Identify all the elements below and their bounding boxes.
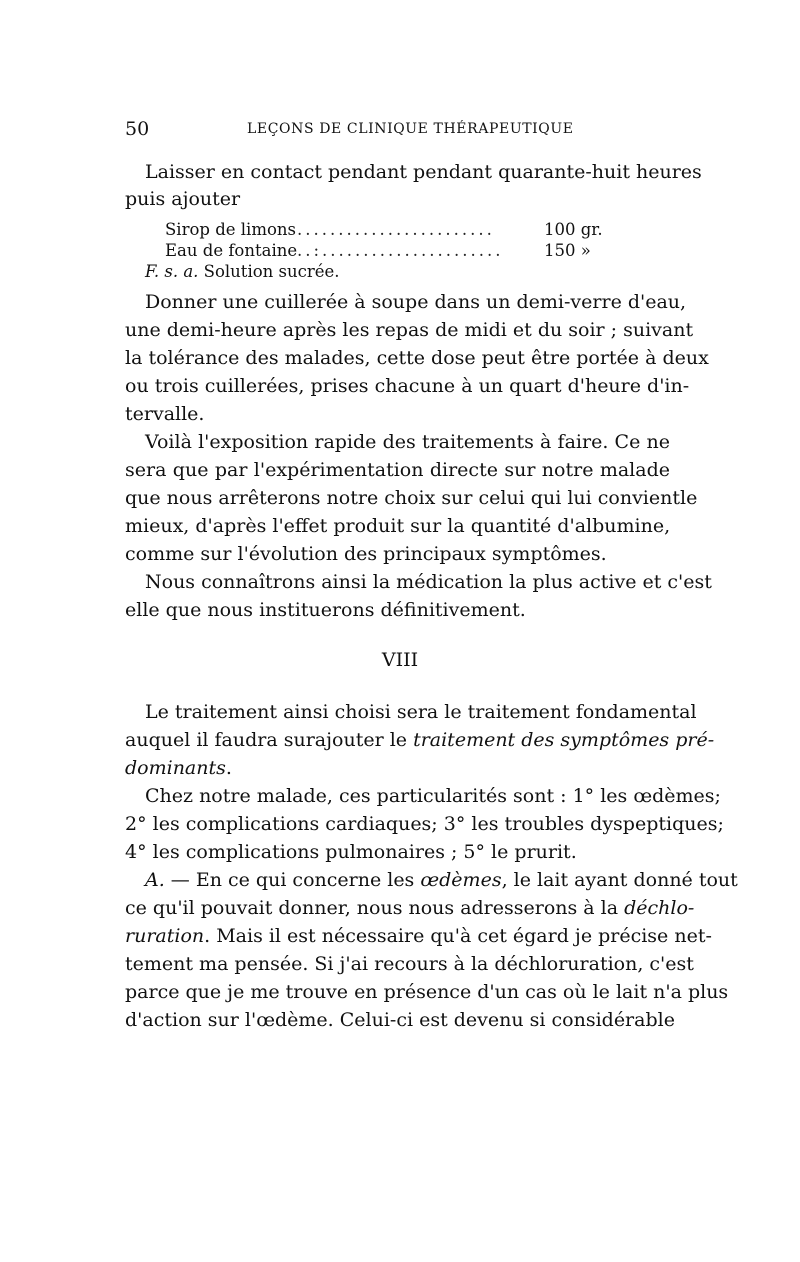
para2-line-4: mieux, d'après l'effet produit sur la quantité d'albumine, bbox=[125, 515, 671, 537]
para5-line-3: 4° les complications pulmonaires ; 5° le prurit. bbox=[125, 841, 577, 863]
para6-line-5: parce que je me trouve en présence d'un cas où le lait n'a plus bbox=[125, 981, 729, 1003]
para4-period: . bbox=[225, 757, 232, 779]
para1-line-5: tervalle. bbox=[125, 403, 205, 425]
recipe-item-1-qty: 100 gr. bbox=[544, 220, 603, 239]
para4-line-3 bbox=[125, 756, 232, 780]
para6-line-2-text: ce qu'il pouvait donner, nous nous adresserons à la bbox=[125, 897, 625, 919]
para4-line-1: Le traitement ainsi choisi sera le traitement fondamental bbox=[145, 701, 697, 723]
recipe-item-2-qty: 150 » bbox=[544, 241, 591, 260]
section-heading: VIII bbox=[381, 649, 419, 671]
para1-line-4: ou trois cuillerées, prises chacune à un quart d'heure d'in- bbox=[125, 375, 690, 397]
page-number: 50 bbox=[125, 118, 150, 140]
para6-line-2 bbox=[125, 896, 695, 920]
fsa-text: Solution sucrée. bbox=[198, 262, 340, 281]
para6-text-b: , le lait ayant donné tout bbox=[501, 869, 738, 891]
para5-line-2: 2° les complications cardiaques; 3° les troubles dyspeptiques; bbox=[125, 813, 724, 835]
para6-emphasis-ruration: ruration bbox=[125, 925, 205, 947]
para6-line-1 bbox=[145, 868, 738, 892]
intro-line-2: puis ajouter bbox=[125, 188, 241, 210]
para4-line-2-text: auquel il faudra surajouter le bbox=[125, 729, 414, 751]
intro-line-1: Laisser en contact pendant pendant quarante-huit heures bbox=[145, 161, 702, 183]
para6-emphasis-dechlo: déchlo- bbox=[624, 897, 695, 919]
recipe-item-2-name: Eau de fontaine bbox=[165, 241, 298, 260]
fsa-abbreviation: F. s. a. bbox=[145, 262, 199, 281]
recipe-item-1-leader: ........................ bbox=[297, 220, 495, 239]
para2-line-2: sera que par l'expérimentation directe sur notre malade bbox=[125, 459, 670, 481]
para6-line-3 bbox=[125, 924, 712, 948]
para6-letter: A. bbox=[145, 869, 165, 891]
para3-line-1: Nous connaîtrons ainsi la médication la plus active et c'est bbox=[145, 571, 712, 593]
recipe-instruction bbox=[145, 262, 340, 282]
para6-line-3-text: . Mais il est nécessaire qu'à cet égard je précise net- bbox=[204, 925, 712, 947]
para6-emphasis-oedemes: œdèmes bbox=[420, 869, 502, 891]
recipe-item-1-name: Sirop de limons bbox=[165, 220, 297, 239]
para4-line-2 bbox=[125, 728, 715, 752]
para5-line-1: Chez notre malade, ces particularités sont : 1° les œdèmes; bbox=[145, 785, 721, 807]
para6-text-a: — En ce qui concerne les bbox=[164, 869, 421, 891]
para2-line-5: comme sur l'évolution des principaux symptômes. bbox=[125, 543, 607, 565]
running-title: LEÇONS DE CLINIQUE THÉRAPEUTIQUE bbox=[247, 121, 574, 137]
para6-line-4: tement ma pensée. Si j'ai recours à la déchloruration, c'est bbox=[125, 953, 694, 975]
para6-line-6: d'action sur l'œdème. Celui-ci est devenu si considérable bbox=[125, 1009, 675, 1031]
para2-line-1: Voilà l'exposition rapide des traitements à faire. Ce ne bbox=[145, 431, 670, 453]
para1-line-1: Donner une cuillerée à soupe dans un demi-verre d'eau, bbox=[145, 291, 687, 313]
para4-emphasis-end: dominants bbox=[125, 757, 226, 779]
page-header bbox=[125, 118, 670, 142]
recipe-item-2-leader: ..:...................... bbox=[297, 241, 504, 260]
para4-emphasis: traitement des symptômes pré- bbox=[413, 729, 715, 751]
para1-line-3: la tolérance des malades, cette dose peut être portée à deux bbox=[125, 347, 709, 369]
para2-line-3: que nous arrêterons notre choix sur celui qui lui convientle bbox=[125, 487, 698, 509]
para3-line-2: elle que nous instituerons définitivement. bbox=[125, 599, 526, 621]
para1-line-2: une demi-heure après les repas de midi et du soir ; suivant bbox=[125, 319, 694, 341]
